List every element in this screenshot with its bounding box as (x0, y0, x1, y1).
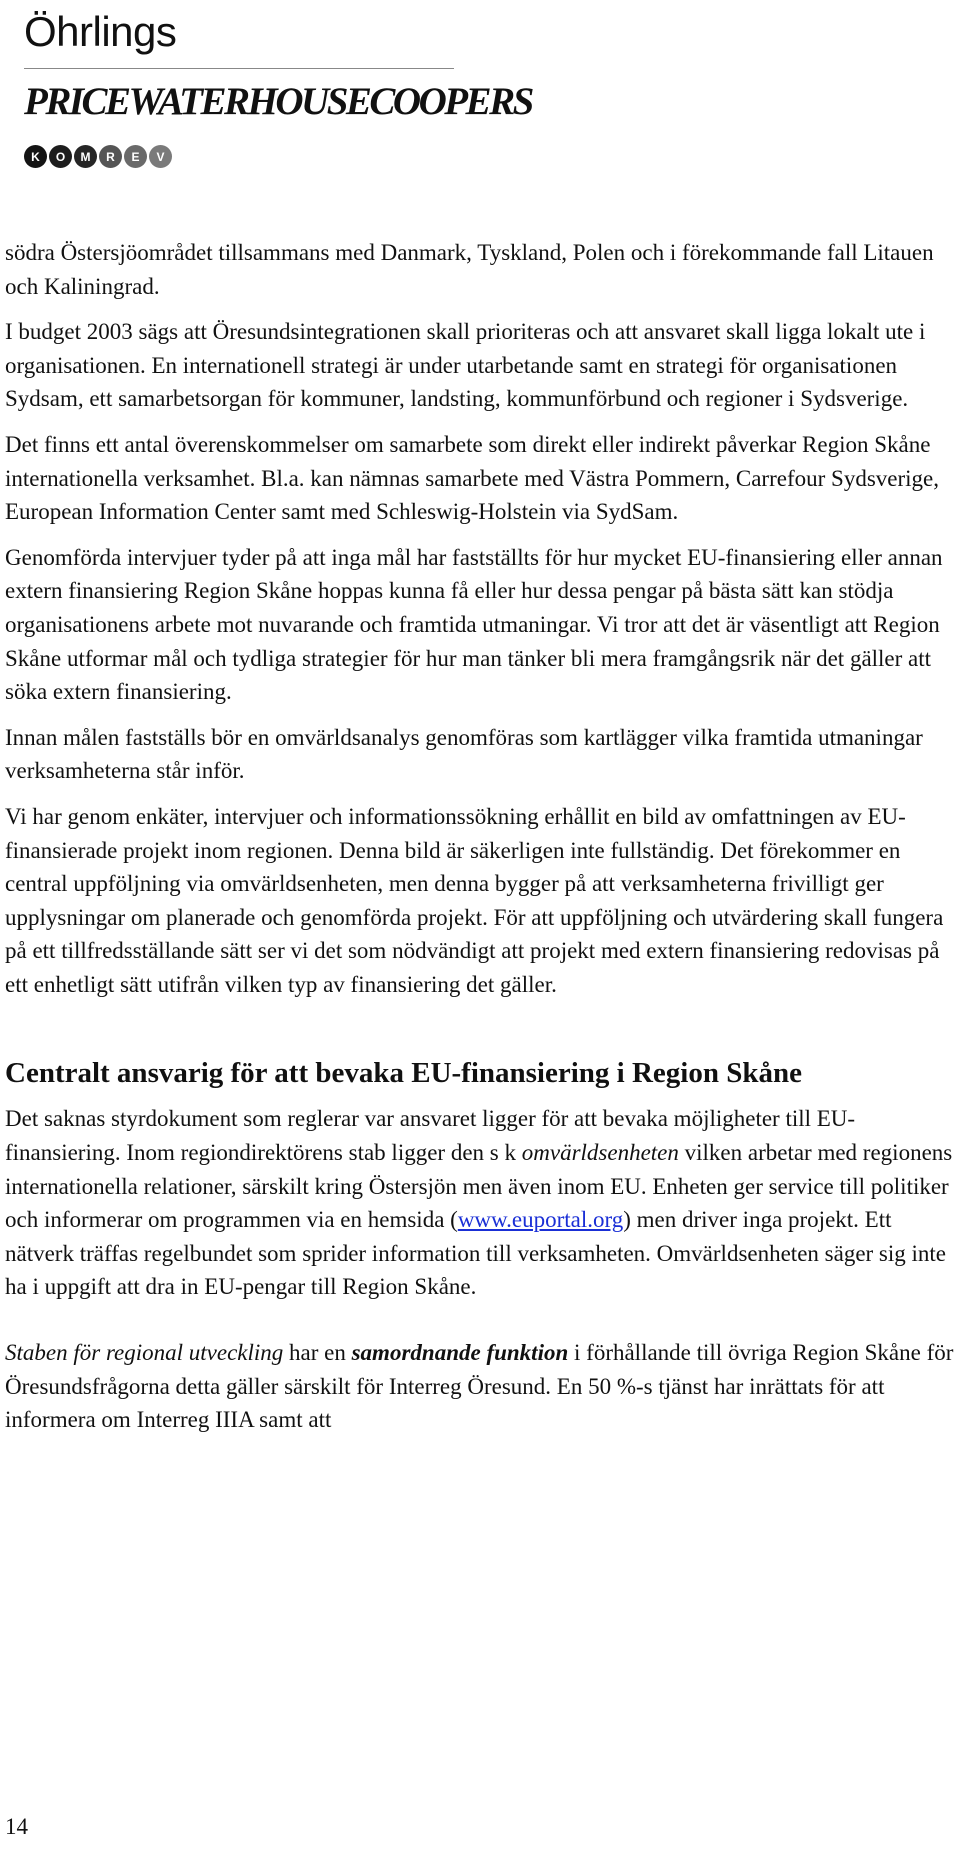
logo-divider (24, 68, 454, 69)
text-run: i förhållande till övriga Region Skåne för Öresundsfrågorna detta gäller särskilt för Interreg Öresund. En 50 %-s tjänst har inrättats för att informera om Interreg IIIA samt att (5, 1340, 954, 1433)
paragraph: Det finns ett antal överenskommelser om samarbete som direkt eller indirekt påverkar Region Skåne internationella verksamhet. Bl.a. kan nämnas samarbete med Västra Pommern, Carrefour Sydsverige, European Information Center samt med Schleswig-Holstein via SydSam. (5, 431, 939, 525)
document-body (5, 236, 960, 1449)
text-run: Det saknas styrdokument som reglerar var ansvaret ligger för att bevaka möjligheter till EU-finansiering. Inom regiondirektörens stab ligger den s k (5, 1106, 856, 1166)
paragraph: södra Östersjöområdet tillsammans med Danmark, Tyskland, Polen och i förekommande fall Litauen och Kaliningrad. (5, 240, 934, 299)
paragraph: Genomförda intervjuer tyder på att inga mål har fastställts för hur mycket EU-finansiering eller annan extern finansiering Region Skåne hoppas kunna få eller hur dessa pengar på bästa sätt kan stödja organisationens arbete mot nuvarande och framtida utmaningar. Vi tror att det är väsentligt att Region Skåne utformar mål och tydliga strategier för hur man tänker bli mera framgångsrik när det gäller att söka extern finansiering. (5, 544, 943, 705)
komrev-letter: M (74, 145, 97, 168)
text-run: har en (283, 1340, 352, 1366)
brand-wordmark: PRICEWATERHOUSECOOPERS (24, 80, 532, 123)
komrev-letter: V (149, 145, 172, 168)
paragraph (5, 1102, 960, 1304)
euportal-link[interactable]: www.euportal.org (457, 1207, 624, 1233)
section-heading: Centralt ansvarig för att bevaka EU-finansiering i Region Skåne (5, 1057, 802, 1090)
emphasis-term: Staben för regional utveckling (5, 1340, 284, 1366)
paragraph (5, 1336, 960, 1437)
bold-term: samordnande funktion (351, 1340, 569, 1366)
firm-name: Öhrlings (24, 8, 177, 55)
komrev-badges (24, 145, 454, 168)
text-run: ) men driver inga projekt. Ett nätverk träffas regelbundet som sprider information till verksamheten. Omvärldsenheten säger sig inte ha i uppgift att dra in EU-pengar till Region Skåne. (5, 1207, 947, 1300)
brand-row (24, 79, 532, 125)
emphasis-term: omvärldsenheten (521, 1140, 679, 1166)
header-logo (24, 6, 532, 168)
komrev-letter: O (49, 145, 72, 168)
paragraph: I budget 2003 sägs att Öresundsintegrationen skall prioriteras och att ansvaret skall ligga lokalt ute i organisationen. En internationell strategi är under utarbetande samt en strategi för organisationen Sydsam, ett samarbetsorgan för kommuner, landsting, kommunförbund och regioner i Sydsverige. (5, 319, 926, 412)
komrev-letter: K (24, 145, 47, 168)
paragraph: Innan målen fastställs bör en omvärldsanalys genomföras som kartlägger vilka framtida utmaningar verksamheterna står inför. (5, 724, 923, 784)
page-number: 14 (5, 1814, 28, 1839)
paragraph: Vi har genom enkäter, intervjuer och informationssökning erhållit en bild av omfattningen av EU-finansierade projekt inom regionen. Denna bild är säkerligen inte fullständig. Det förekommer en central uppföljning via omvärldsenheten, men denna bygger på att verksamheterna frivilligt ger upplysningar om planerade och genomförda projekt. För att uppföljning och utvärdering skall fungera på ett tillfredsställande sätt ser vi det som nödvändigt att projekt med extern finansiering redovisas på ett enhetligt sätt utifrån vilken typ av finansiering det gäller. (5, 803, 944, 997)
text-run: vilken arbetar med regionens internationella relationer, särskilt kring Östersjön men även inom EU. Enheten ger service till politiker och informerar om programmen via en hemsida ( (5, 1140, 953, 1233)
komrev-letter: E (124, 145, 147, 168)
komrev-letter: R (99, 145, 122, 168)
